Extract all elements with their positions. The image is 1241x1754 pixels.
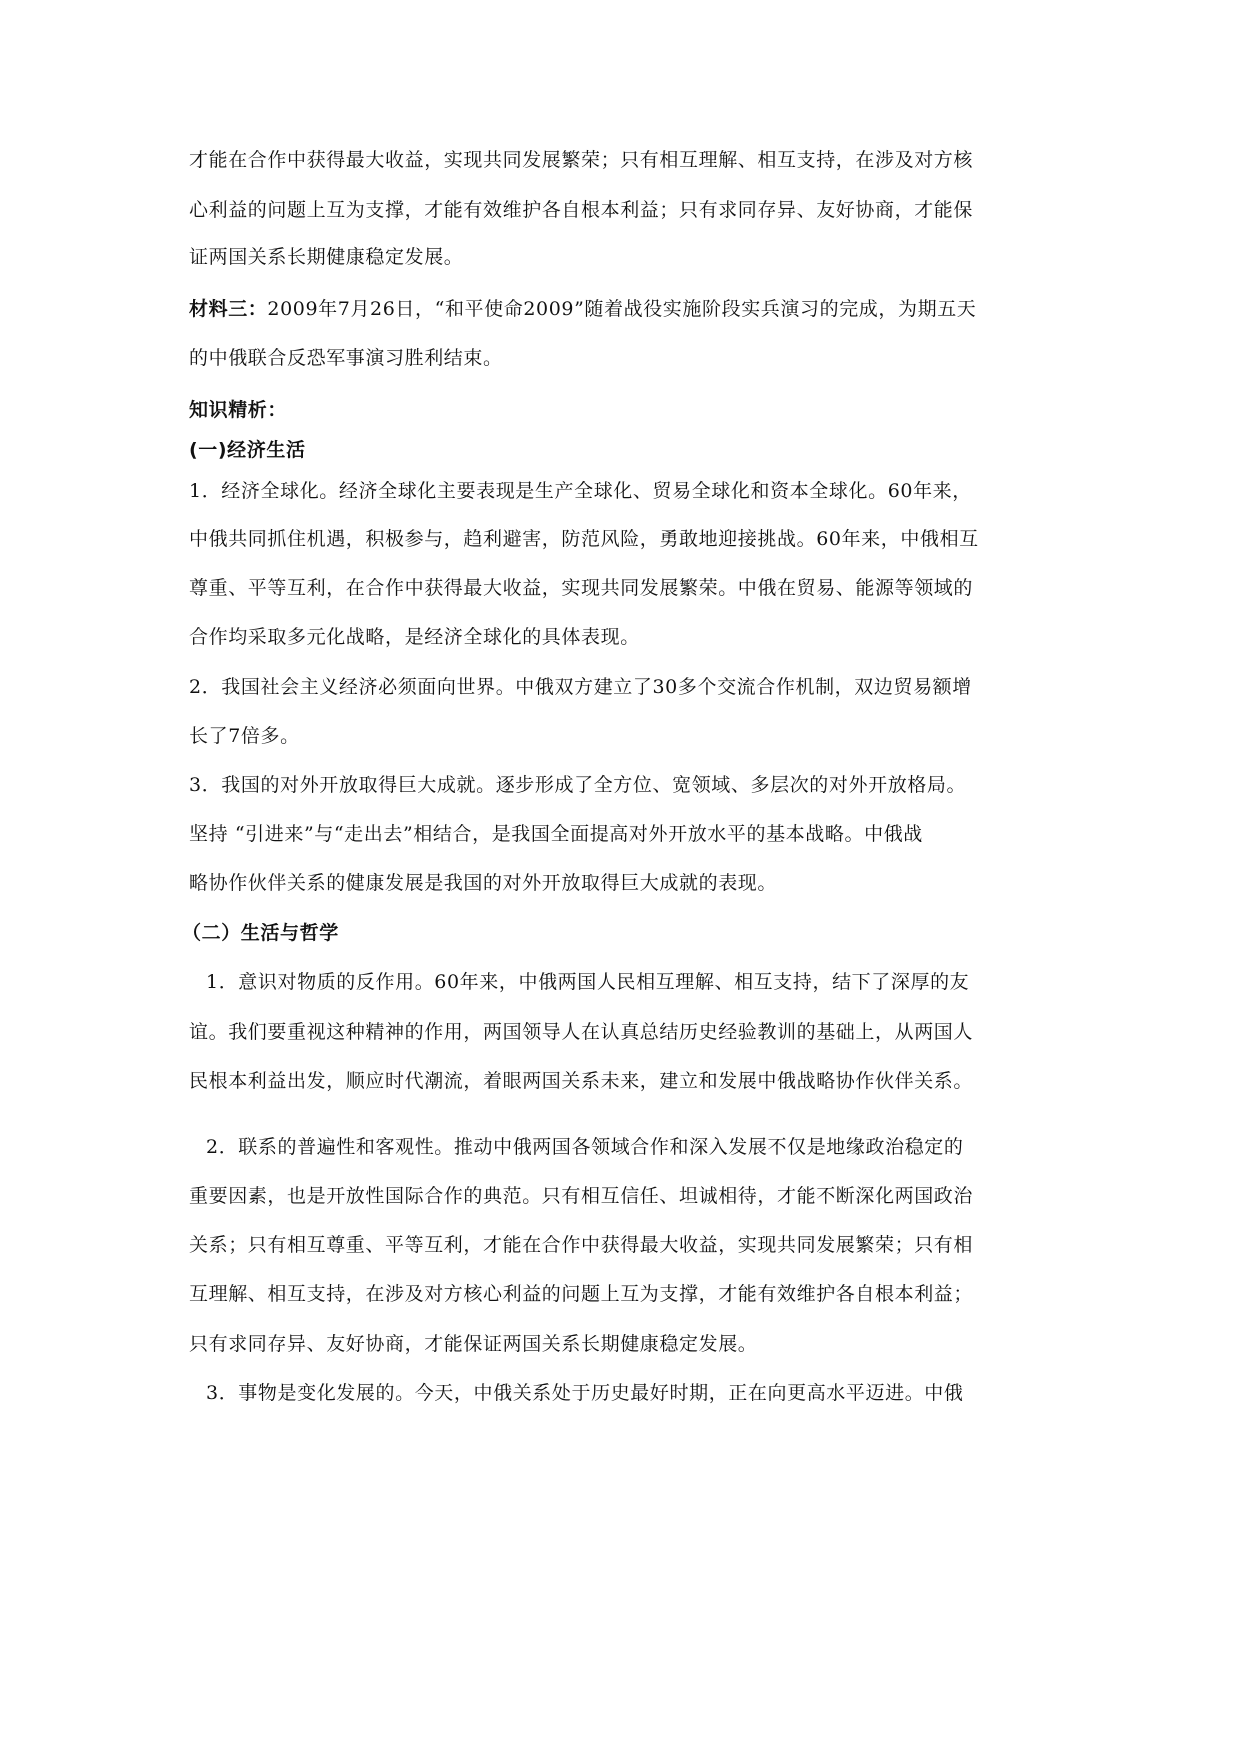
paragraph-line: 只有求同存异、友好协商，才能保证两国关系长期健康稳定发展。 (189, 1333, 758, 1355)
paragraph-line: 中俄共同抓住机遇，积极参与，趋利避害，防范风险，勇敢地迎接挑战。60年来，中俄相互 (189, 528, 979, 550)
paragraph-line: 坚持 “引进来”与“走出去”相结合，是我国全面提高对外开放水平的基本战略。中俄战 (189, 823, 923, 845)
section-heading-economic-life: (一)经济生活 (189, 439, 306, 461)
knowledge-heading: 知识精析： (189, 399, 288, 421)
paragraph-line: 略协作伙伴关系的健康发展是我国的对外开放取得巨大成就的表现。 (189, 872, 778, 894)
material-three-label: 材料三： (189, 298, 268, 320)
paragraph-line: 3．事物是变化发展的。今天，中俄关系处于历史最好时期，正在向更高水平迈进。中俄 (206, 1382, 964, 1404)
paragraph-line: 民根本利益出发，顺应时代潮流，着眼两国关系未来，建立和发展中俄战略协作伙伴关系。 (189, 1070, 974, 1092)
paragraph-line: 重要因素，也是开放性国际合作的典范。只有相互信任、坦诚相待，才能不断深化两国政治 (189, 1185, 974, 1207)
paragraph-line: 才能在合作中获得最大收益，实现共同发展繁荣；只有相互理解、相互支持，在涉及对方核 (189, 149, 974, 171)
paragraph-line: 1．经济全球化。经济全球化主要表现是生产全球化、贸易全球化和资本全球化。60年来， (189, 480, 972, 502)
material-three-line (189, 295, 976, 323)
paragraph-line: 1．意识对物质的反作用。60年来，中俄两国人民相互理解、相互支持，结下了深厚的友 (206, 971, 970, 993)
paragraph-line: 尊重、平等互利，在合作中获得最大收益，实现共同发展繁荣。中俄在贸易、能源等领域的 (189, 577, 974, 599)
paragraph-line: 2．我国社会主义经济必须面向世界。中俄双方建立了30多个交流合作机制，双边贸易额增 (189, 676, 972, 698)
paragraph-line: 长了7倍多。 (189, 725, 300, 747)
paragraph-line: 互理解、相互支持，在涉及对方核心利益的问题上互为支撑，才能有效维护各自根本利益； (189, 1283, 974, 1305)
paragraph-line: 关系；只有相互尊重、平等互利，才能在合作中获得最大收益，实现共同发展繁荣；只有相 (189, 1234, 974, 1256)
paragraph-line: 谊。我们要重视这种精神的作用，两国领导人在认真总结历史经验教训的基础上，从两国人 (189, 1021, 974, 1043)
paragraph-line: 证两国关系长期健康稳定发展。 (189, 246, 464, 268)
section-heading-life-and-philosophy: （二）生活与哲学 (182, 922, 339, 944)
paragraph-line: 2．联系的普遍性和客观性。推动中俄两国各领域合作和深入发展不仅是地缘政治稳定的 (206, 1136, 964, 1158)
paragraph-line: 3．我国的对外开放取得巨大成就。逐步形成了全方位、宽领域、多层次的对外开放格局。 (189, 774, 967, 796)
material-three-text: 2009年7月26日，“和平使命2009”随着战役实施阶段实兵演习的完成，为期五天 (267, 298, 977, 320)
paragraph-line: 的中俄联合反恐军事演习胜利结束。 (189, 347, 503, 369)
paragraph-line: 合作均采取多元化战略，是经济全球化的具体表现。 (189, 626, 640, 648)
paragraph-line: 心利益的问题上互为支撑，才能有效维护各自根本利益；只有求同存异、友好协商，才能保 (189, 199, 974, 221)
